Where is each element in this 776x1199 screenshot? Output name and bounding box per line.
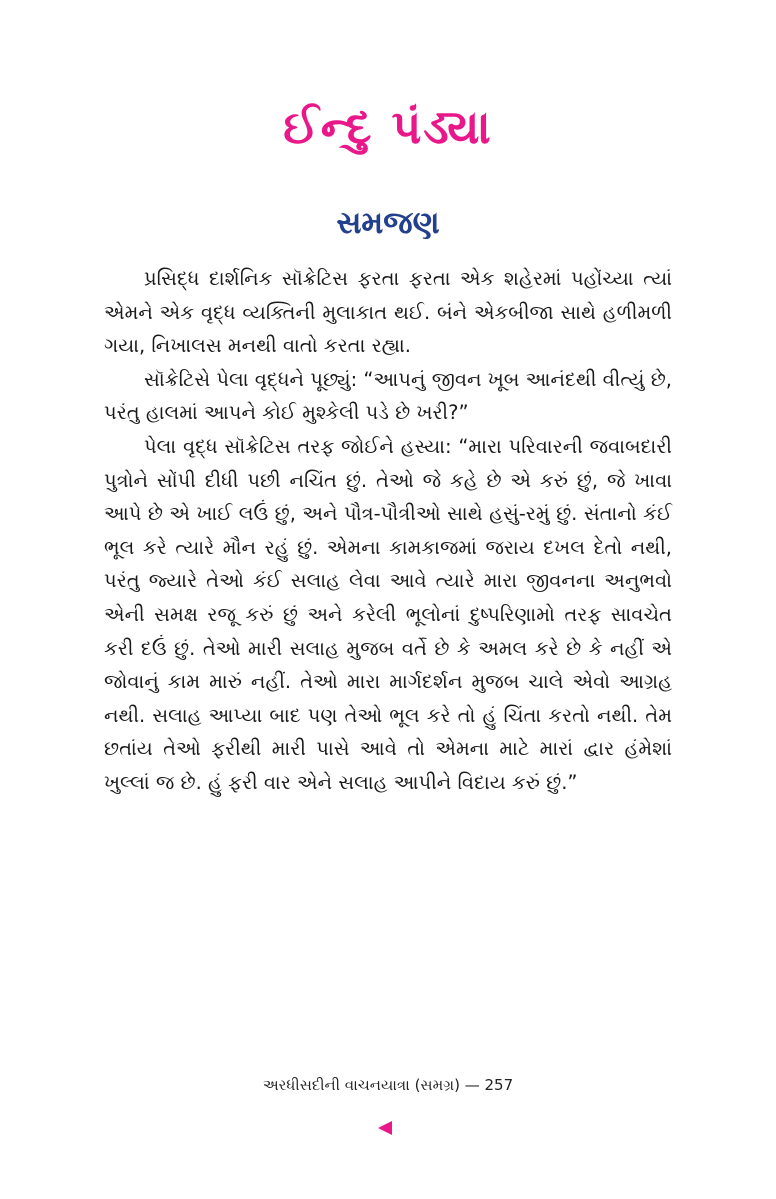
- story-body: [104, 262, 672, 800]
- author-name: ઈન્દુ પંડ્યા: [283, 100, 493, 154]
- page-footer: અરધીસદીની વાચનયાત્રા (સમગ્ર) — 257: [262, 1076, 514, 1094]
- story-title: સમજણ: [336, 205, 440, 241]
- paragraph: પેલા વૃદ્ધ સૉક્રેટિસ તરફ જોઈને હસ્યા: “મારા પરિવારની જવાબદારી પુત્રોને સોંપી દીધી પછી નચિંત છું. તેઓ જે કહે છે એ કરું છું, જે ખાવા આપે છે એ ખાઈ લઉં છું, અને પૌત્ર-પૌત્રીઓ સાથે હસું-રમું છું. સંતાનો કંઈ ભૂલ કરે ત્યારે મૌન રહું છું. એમના કામકાજમાં જરાય દખલ દેતો નથી, પરંતુ જ્યારે તેઓ કંઈ સલાહ લેવા આવે ત્યારે મારા જીવનના અનુભવો એની સમક્ષ રજૂ કરું છું અને કરેલી ભૂલોનાં દુષ્પરિણામો તરફ સાવચેત કરી દઉં છું. તેઓ મારી સલાહ મુજબ વર્તે છે કે અમલ કરે છે કે નહીં એ જોવાનું કામ મારું નહીં. તેઓ મારા માર્ગદર્શન મુજબ ચાલે એવો આગ્રહ નથી. સલાહ આપ્યા બાદ પણ તેઓ ભૂલ કરે તો હું ચિંતા કરતો નથી. તેમ છતાંય તેઓ ફરીથી મારી પાસે આવે તો એમના માટે મારાં દ્વાર હંમેશાં ખુલ્લાં જ છે. હું ફરી વાર એને સલાહ આપીને વિદાય કરું છું.”: [104, 434, 672, 794]
- paragraph: પ્રસિદ્ધ દાર્શનિક સૉક્રેટિસ ફરતા ફરતા એક શહેરમાં પહોંચ્યા ત્યાં એમને એક વૃદ્ધ વ્યક્તિની મુલાકાત થઈ. બંને એકબીજા સાથે હળીમળી ગયા, નિખાલસ મનથી વાતો કરતા રહ્યા.: [104, 267, 672, 358]
- previous-page-arrow-icon[interactable]: [378, 1121, 392, 1135]
- paragraph: સૉક્રેટિસે પેલા વૃદ્ધને પૂછ્યું: “આપનું જીવન ખૂબ આનંદથી વીત્યું છે, પરંતુ હાલમાં આપને કોઈ મુશ્કેલી પડે છે ખરી?”: [104, 367, 672, 425]
